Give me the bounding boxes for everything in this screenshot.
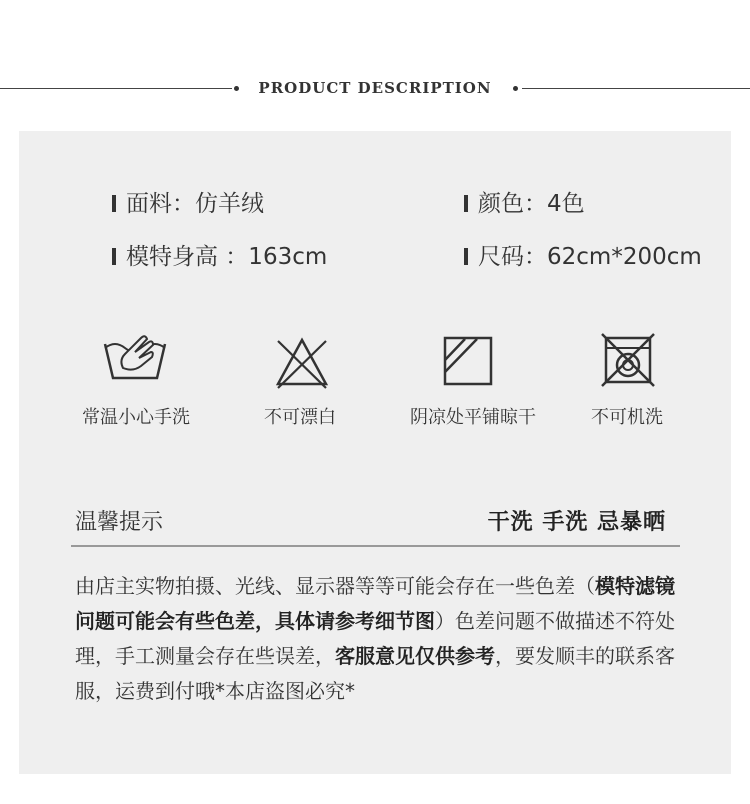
- spec-model-height: [112, 238, 327, 271]
- spec-color: [464, 185, 585, 218]
- spec-bullet: [112, 195, 116, 212]
- tips-title: 温馨提示: [75, 510, 164, 535]
- spec-bullet: [464, 195, 468, 212]
- tips-divider: [71, 545, 680, 547]
- hand-wash-icon: [101, 330, 169, 382]
- spec-label: 模特身高 ：163cm: [126, 244, 328, 270]
- care-label-hand-wash: 常温小心手洗: [82, 407, 190, 428]
- tips-care-summary: 干洗 手洗 忌暴晒: [487, 510, 666, 535]
- notice-bold-reference: 客服意见仅供参考: [335, 644, 495, 668]
- header-dot-right: [513, 86, 518, 91]
- spec-size: [464, 238, 702, 271]
- header-title: PRODUCT DESCRIPTION: [258, 79, 492, 97]
- spec-label: 颜色：4色: [478, 191, 585, 217]
- notice-text: [75, 569, 690, 709]
- spec-bullet: [464, 248, 468, 265]
- spec-label: 面料：仿羊绒: [126, 191, 264, 217]
- care-label-no-bleach: 不可漂白: [264, 407, 336, 428]
- spec-label: 尺码：62cm*200cm: [478, 244, 702, 270]
- notice-part-1: 由店主实物拍摄、光线、显示器等等可能会存在一些色差（: [75, 574, 595, 598]
- no-machine-wash-icon: [600, 332, 656, 388]
- spec-bullet: [112, 248, 116, 265]
- dry-flat-in-shade-icon: [443, 336, 495, 388]
- notice-bold-filter: 模特滤镜问题可能会有些色差，具体请参考细节图: [75, 574, 675, 633]
- notice-part-5: ，要发顺丰的联系客服，运费到付哦*本店盗图必究*: [75, 644, 675, 703]
- no-bleach-icon: [275, 336, 329, 390]
- notice-part-3: ）色差问题不做描述不符处理，手工测量会存在些误差，: [75, 609, 675, 668]
- care-label-dry-flat: 阴凉处平铺晾干: [410, 407, 536, 428]
- spec-material: [112, 185, 264, 218]
- care-label-no-machine-wash: 不可机洗: [591, 407, 663, 428]
- header-line-right: [522, 88, 750, 89]
